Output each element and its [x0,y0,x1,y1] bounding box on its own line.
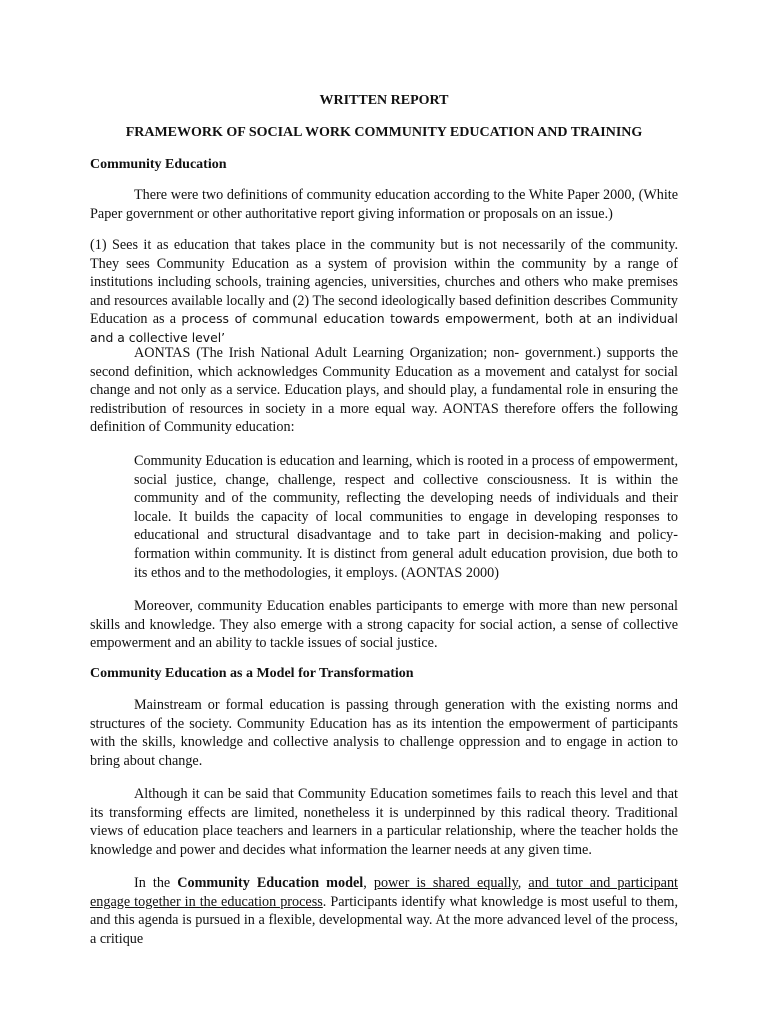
underlined-phrase: and tutor and participant engage together in the education process [90,875,679,910]
bold-term: Community Education model [177,875,364,891]
paragraph: Moreover, community Education enables participants to emerge with more than new personal skills and knowledge. They also emerge with a strong capacity for social action, a sense of collective empowerment and an ability to tackle issues of social justice. [90,598,678,652]
paragraph: Although it can be said that Community Education sometimes fails to reach this level and that its transforming effects are limited, nonetheless it is underpinned by this radical theory. Traditional views of education place teachers and learners in a particular relationship, where the teacher holds the knowledge and power and decides what information the learner needs at any given time. [90,786,678,858]
paragraph-text: , [363,875,374,891]
paragraph [90,874,678,948]
paragraph: There were two definitions of community education according to the White Paper 2000, (White Paper government or other authoritative report giving information or proposals on an issue.) [90,187,678,222]
section-heading-community-education: Community Education [90,157,227,172]
paragraph-text-quote: process of communal education towards empowerment, both at an individual and a collective level’ [90,311,678,345]
paragraph: AONTAS (The Irish National Adult Learning Organization; non- government.) supports the second definition, which acknowledges Community Education as a movement and catalyst for social change and not only as a service. Education plays, and should play, a fundamental role in ensuring the redistribution of resources in society in a more equal way. AONTAS therefore offers the following definition of Community education: [90,345,678,436]
report-subtitle: FRAMEWORK OF SOCIAL WORK COMMUNITY EDUCATION AND TRAINING [125,125,643,140]
underlined-phrase: power is shared equally [373,875,518,891]
paragraph-text: . Participants identify what knowledge is most useful to them, and this agenda is pursued in a flexible, developmental way. At the more advanced level of the process, a critique [90,893,678,947]
paragraph-text: (1) Sees it as education that takes place in the community but is not necessarily of the community. They sees Community Education as a system of provision within the community by a range of institutions including schools, training agencies, universities, churches and others who make premises and resources available locally and (2) The second ideologically based definition describes Community Education as a [90,237,678,328]
paragraph: Mainstream or formal education is passing through generation with the existing norms and structures of the society. Community Education has as its intention the empowerment of participants with the skills, knowledge and collective analysis to challenge oppression and to engage in action to bring about change. [90,697,678,769]
paragraph-text: In the [134,875,178,891]
block-quote: Community Education is education and learning, which is rooted in a process of empowerment, social justice, change, challenge, respect and collective consciousness. It is within the community and of the community, reflecting the developing needs of individuals and their locale. It builds the capacity of local communities to engage in developing responses to educational and structural disadvantage and to take part in decision-making and policy-formation within community. It is distinct from general adult education provision, due both to its ethos and to the methodologies, it employs. (AONTAS 2000) [134,453,678,581]
paragraph [90,236,678,348]
report-title: WRITTEN REPORT [319,93,449,108]
paragraph-text: , [517,875,529,891]
section-heading-model-transformation: Community Education as a Model for Transformation [90,666,414,681]
